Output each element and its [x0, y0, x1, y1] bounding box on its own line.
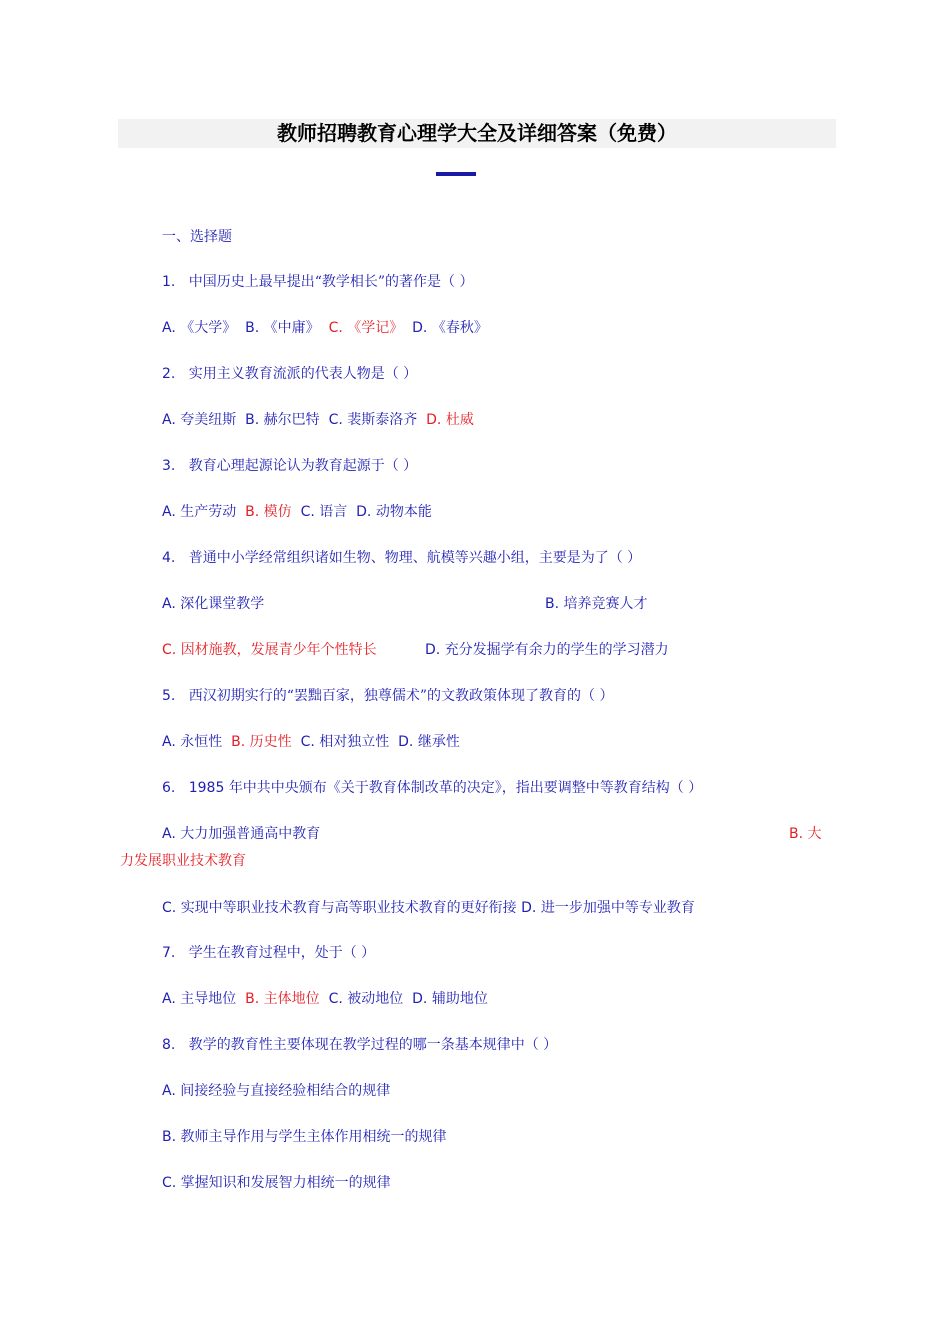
option-key: A. [162, 320, 176, 336]
question-number: 1. [162, 274, 176, 290]
answer-text: 因材施教，发展青少年个性特长 [180, 642, 377, 658]
option-text: 夸美纽斯 [180, 412, 237, 428]
answer-text: 模仿 [263, 504, 292, 520]
answer-key: B. [245, 991, 260, 1007]
question-number: 6. [162, 780, 176, 796]
options-4b [545, 594, 648, 614]
answer-key: C. [328, 320, 343, 336]
option-text: 《大学》 [180, 320, 237, 336]
option-key: D. [521, 900, 537, 916]
option-key: C. [300, 504, 315, 520]
question-text: 西汉初期实行的“罢黜百家，独尊儒术”的文教政策体现了教育的（ ） [188, 688, 614, 704]
question-text: 教学的教育性主要体现在教学过程的哪一条基本规律中（ ） [188, 1037, 558, 1053]
question-8 [162, 1035, 557, 1055]
answer-text: 力发展职业技术教育 [120, 853, 246, 869]
section-heading-text: 一、选择题 [162, 229, 232, 245]
option-key: A. [162, 1083, 176, 1099]
options-2 [162, 410, 474, 430]
title-dash [436, 172, 476, 176]
option-8c [162, 1173, 391, 1193]
answer-key: B. [231, 734, 246, 750]
option-text: 教师主导作用与学生主体作用相统一的规律 [180, 1129, 447, 1145]
options-6cd [162, 898, 695, 918]
options-7 [162, 989, 488, 1009]
answer-text: 历史性 [249, 734, 292, 750]
option-key: C. [162, 1175, 177, 1191]
option-key: A. [162, 412, 176, 428]
options-3 [162, 502, 432, 522]
answer-text: 《学记》 [347, 320, 404, 336]
question-text: 实用主义教育流派的代表人物是（ ） [188, 366, 418, 382]
answer-text: 杜威 [445, 412, 474, 428]
option-key: C. [300, 734, 315, 750]
section-heading [162, 227, 232, 247]
option-key: D. [398, 734, 414, 750]
option-text: 掌握知识和发展智力相统一的规律 [180, 1175, 391, 1191]
option-text: 赫尔巴特 [263, 412, 320, 428]
option-key: D. [425, 642, 441, 658]
option-text: 深化课堂教学 [180, 596, 265, 612]
option-key: D. [412, 991, 428, 1007]
question-text: 教育心理起源论认为教育起源于（ ） [188, 458, 418, 474]
question-year: 1985 [188, 780, 225, 796]
question-4 [162, 548, 641, 568]
question-number: 2. [162, 366, 176, 382]
option-text: 《春秋》 [431, 320, 488, 336]
option-key: C. [162, 900, 177, 916]
option-key: B. [545, 596, 560, 612]
option-key: C. [328, 412, 343, 428]
answer-key: D. [426, 412, 442, 428]
answer-text: 大 [807, 826, 822, 842]
question-1 [162, 272, 473, 292]
question-number: 8. [162, 1037, 176, 1053]
options-1 [162, 318, 488, 338]
option-key: A. [162, 826, 176, 842]
option-8b [162, 1127, 447, 1147]
option-key: A. [162, 734, 176, 750]
question-text: 普通中小学经常组织诸如生物、物理、航模等兴趣小组，主要是为了（ ） [188, 550, 642, 566]
question-5 [162, 686, 613, 706]
option-text: 相对独立性 [319, 734, 390, 750]
option-text: 主导地位 [180, 991, 237, 1007]
answer-6b-tail [120, 851, 246, 871]
options-4a [162, 594, 264, 614]
answer-key: B. [789, 826, 804, 842]
option-key: B. [162, 1129, 177, 1145]
question-7 [162, 943, 375, 963]
option-text: 语言 [319, 504, 348, 520]
option-key: A. [162, 991, 176, 1007]
option-key: D. [356, 504, 372, 520]
question-number: 7. [162, 945, 176, 961]
option-text: 永恒性 [180, 734, 223, 750]
options-4d [425, 640, 669, 660]
answer-key: B. [245, 504, 260, 520]
option-key: C. [328, 991, 343, 1007]
options-5 [162, 732, 460, 752]
answer-text: 主体地位 [263, 991, 320, 1007]
answer-6b-head [789, 824, 822, 844]
options-6a [162, 824, 320, 844]
option-text: 进一步加强中等专业教育 [540, 900, 695, 916]
option-text: 裴斯泰洛齐 [347, 412, 418, 428]
option-text: 大力加强普通高中教育 [180, 826, 321, 842]
option-text: 培养竞赛人才 [563, 596, 648, 612]
question-3 [162, 456, 417, 476]
option-text: 间接经验与直接经验相结合的规律 [180, 1083, 391, 1099]
question-6 [162, 778, 702, 798]
option-key: B. [245, 412, 260, 428]
option-text: 充分发掘学有余力的学生的学习潜力 [444, 642, 669, 658]
question-2 [162, 364, 417, 384]
option-text: 被动地位 [347, 991, 404, 1007]
question-text: 中国历史上最早提出“教学相长”的著作是（ ） [188, 274, 474, 290]
answer-key: C. [162, 642, 177, 658]
page-title: 教师招聘教育心理学大全及详细答案（免费） [277, 121, 677, 145]
option-text: 辅助地位 [431, 991, 488, 1007]
option-text: 动物本能 [375, 504, 432, 520]
question-number: 3. [162, 458, 176, 474]
option-text: 实现中等职业技术教育与高等职业技术教育的更好衔接 [180, 900, 517, 916]
option-8a [162, 1081, 390, 1101]
options-4c [162, 640, 377, 660]
option-text: 继承性 [417, 734, 460, 750]
question-number: 5. [162, 688, 176, 704]
option-key: A. [162, 504, 176, 520]
option-key: A. [162, 596, 176, 612]
question-text: 年中共中央颁布《关于教育体制改革的决定》，指出要调整中等教育结构（ ） [228, 780, 703, 796]
question-number: 4. [162, 550, 176, 566]
option-text: 生产劳动 [180, 504, 237, 520]
question-text: 学生在教育过程中，处于（ ） [188, 945, 376, 961]
option-key: B. [245, 320, 260, 336]
option-text: 《中庸》 [263, 320, 320, 336]
option-key: D. [412, 320, 428, 336]
